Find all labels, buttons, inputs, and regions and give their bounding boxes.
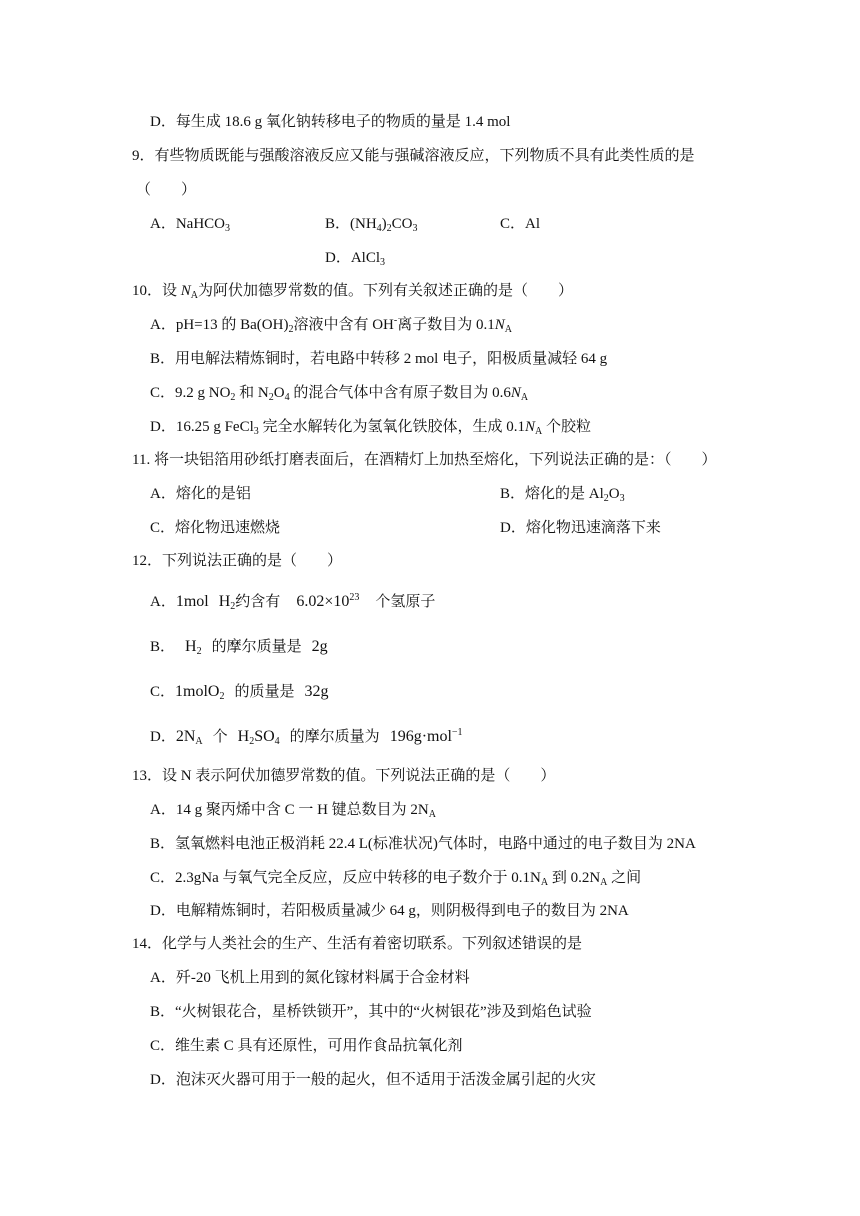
q9-a-sub: 3 (225, 223, 230, 234)
q9-b-sub2: 2 (386, 223, 392, 234)
q9-d-text: D．AlCl (325, 250, 381, 266)
q11-b-sub2: 3 (619, 493, 625, 504)
q14-stem (132, 934, 582, 954)
q10-stem (132, 281, 573, 301)
q10-a-text3: 离子数目为 0.1 (397, 317, 495, 333)
q14-option-c (150, 1036, 463, 1056)
q10-option-b (150, 349, 607, 369)
q14-stem-text: 14．化学与人类社会的生产、生活有着密切联系。下列叙述错误的是 (132, 936, 583, 952)
q12-c-mol: 1molO (175, 683, 220, 700)
q11-option-a (150, 484, 251, 504)
q10-c-sub1: 2 (230, 392, 236, 403)
q13-option-b (150, 834, 696, 854)
q10-c-n: N (510, 385, 521, 401)
q14-c-text: C．维生素 C 具有还原性，可用作食品抗氧化剂 (150, 1038, 463, 1054)
q10-a-n: N (494, 317, 505, 333)
q12-b-h: H (185, 638, 197, 655)
q10-c-sub2: 2 (268, 392, 274, 403)
q11-d-text: D．熔化物迅速滴落下来 (500, 520, 661, 536)
q9-option-b (325, 214, 418, 234)
q10-d-text3: 个胶粒 (542, 419, 592, 435)
q9-bracket-text: （ ） (136, 182, 197, 198)
q13-c-sub1: A (540, 877, 549, 888)
q12-a-num: 6.02×10 (296, 593, 350, 610)
q11-option-c (150, 518, 280, 538)
q12-option-b (150, 637, 328, 657)
q13-c-sub2: A (600, 877, 608, 888)
q10-d-a: A (535, 426, 543, 437)
q12-stem (132, 551, 342, 571)
q10-option-a (150, 315, 512, 335)
q12-a-label: A． (150, 594, 176, 610)
q12-d-label: D． (150, 729, 176, 745)
q12-c-val: 32g (304, 683, 329, 700)
q9-answer-bracket (136, 180, 196, 200)
q8-option-d-text: D．每生成 18.6 g 氧化钠转移电子的物质的量是 1.4 mol (150, 114, 511, 130)
q12-a-sup: 23 (349, 592, 360, 603)
q12-b-val: 2g (311, 638, 328, 655)
q10-option-c (150, 383, 528, 403)
q10-a-sup: - (393, 315, 398, 326)
q11-b-text2: O (608, 486, 620, 502)
q13-c-text3: 之间 (607, 870, 642, 886)
q13-c-text2: 到 0.2N (548, 870, 601, 886)
q14-option-b (150, 1002, 592, 1022)
q12-d-sub-a: A (195, 736, 203, 747)
q12-a-h: H (218, 593, 231, 610)
q14-d-text: D．泡沫灭火器可用于一般的起火，但不适用于活泼金属引起的火灾 (150, 1072, 596, 1088)
q10-a-sub: 2 (288, 324, 294, 335)
q13-a-sub: A (428, 809, 436, 820)
q14-a-text: A．歼-20 飞机上用到的氮化镓材料属于合金材料 (150, 970, 470, 986)
q12-d-val: 196g·mol (389, 728, 452, 745)
q10-c-text2: 和 N (235, 385, 269, 401)
q12-d-2n: 2N (175, 728, 196, 745)
q10-a-text2: 溶液中含有 OH (293, 317, 394, 333)
q10-stem-n: N (180, 283, 191, 299)
q13-stem (132, 766, 555, 786)
q12-a-1mol: 1mol (175, 593, 209, 610)
q13-option-a (150, 800, 436, 820)
q12-a-text1: 约含有 (235, 594, 281, 610)
q12-a-text2: 个氢原子 (375, 594, 436, 610)
q10-b-text: B．用电解法精炼铜时，若电路中转移 2 mol 电子，阳极质量减轻 64 g (150, 351, 608, 367)
q14-option-a (150, 968, 470, 988)
q12-option-c (150, 682, 328, 702)
q13-option-d (150, 901, 629, 921)
q10-c-text3: O (273, 385, 285, 401)
q9-a-text: A．NaHCO (150, 216, 225, 232)
q9-option-d (325, 248, 385, 268)
q12-c-label: C． (150, 684, 176, 700)
q12-b-text: 的摩尔质量是 (211, 639, 302, 655)
q10-d-text2: 完全水解转化为氢氧化铁胶体，生成 0.1 (258, 419, 526, 435)
q10-c-sub3: 4 (284, 392, 290, 403)
q14-b-text: B．“火树银花合，星桥铁锁开”，其中的“火树银花”涉及到焰色试验 (150, 1004, 592, 1020)
q10-a-text1: A．pH=13 的 Ba(OH) (150, 317, 289, 333)
q13-b-text: B．氢氧燃料电池正极消耗 22.4 L(标准状况)气体时，电路中通过的电子数目为 2NA (150, 836, 696, 852)
q13-a-text: A．14 g 聚丙烯中含 C 一 H 键总数目为 2N (150, 802, 429, 818)
q9-d-sub: 3 (380, 257, 386, 268)
q12-b-label: B． (150, 639, 176, 655)
q12-d-text: 的摩尔质量为 (289, 729, 380, 745)
q12-b-sub: 2 (196, 646, 202, 657)
q12-d-ge: 个 (212, 729, 228, 745)
q11-stem-text: 11. 将一块铝箔用砂纸打磨表面后，在酒精灯上加热至熔化，下列说法正确的是：（ ） (132, 452, 717, 468)
q9-b-text2: ) (381, 216, 387, 232)
q10-c-text4: 的混合气体中含有原子数目为 0.6 (289, 385, 511, 401)
q10-d-text1: D．16.25 g FeCl (150, 419, 254, 435)
q10-stem-pre: 10．设 (132, 283, 181, 299)
q9-stem-text: 9．有些物质既能与强酸溶液反应又能与强碱溶液反应，下列物质不具有此类性质的是 (132, 148, 695, 164)
q9-c-text: C．Al (500, 216, 541, 232)
q10-c-a: A (520, 392, 529, 403)
q9-b-text1: B．(NH (325, 216, 377, 232)
q12-stem-text: 12．下列说法正确的是（ ） (132, 553, 343, 569)
q10-d-n: N (525, 419, 536, 435)
q12-a-sub: 2 (230, 601, 236, 612)
q11-a-text: A．熔化的是铝 (150, 486, 251, 502)
q11-option-d (500, 518, 661, 538)
q9-b-text3: CO (391, 216, 413, 232)
q12-d-sup: −1 (451, 727, 463, 738)
q8-option-d (150, 112, 510, 132)
q14-option-d (150, 1070, 596, 1090)
q12-d-sub4: 4 (274, 736, 280, 747)
q9-b-sub3: 3 (412, 223, 418, 234)
q10-d-sub: 3 (253, 426, 259, 437)
q12-c-text: 的质量是 (234, 684, 295, 700)
q12-d-so: SO (254, 728, 275, 745)
q9-option-a (150, 214, 230, 234)
q12-d-h: H (237, 728, 250, 745)
q13-c-text1: C．2.3gNa 与氧气完全反应，反应中转移的电子数介于 0.1N (150, 870, 541, 886)
q11-b-text1: B．熔化的是 Al (500, 486, 604, 502)
q9-b-sub1: 4 (376, 223, 382, 234)
q11-stem (132, 450, 716, 470)
q13-stem-text: 13．设 N 表示阿伏加德罗常数的值。下列说法正确的是（ ） (132, 768, 556, 784)
q10-stem-a: A (190, 290, 199, 301)
q10-option-d (150, 417, 591, 437)
q10-c-text1: C．9.2 g NO (150, 385, 231, 401)
q10-stem-post: 为阿伏加德罗常数的值。下列有关叙述正确的是（ ） (198, 283, 574, 299)
q10-a-a: A (504, 324, 512, 335)
q13-d-text: D．电解精炼铜时，若阳极质量减少 64 g，则阴极得到电子的数目为 2NA (150, 903, 629, 919)
q13-option-c (150, 868, 641, 888)
q11-b-sub1: 2 (603, 493, 609, 504)
q12-c-sub: 2 (219, 691, 225, 702)
q9-option-c (500, 214, 540, 234)
q11-c-text: C．熔化物迅速燃烧 (150, 520, 281, 536)
q12-option-a (150, 592, 435, 612)
q9-stem (132, 146, 695, 166)
q12-d-sub2: 2 (249, 736, 255, 747)
q11-option-b (500, 484, 625, 504)
q12-option-d (150, 727, 463, 747)
